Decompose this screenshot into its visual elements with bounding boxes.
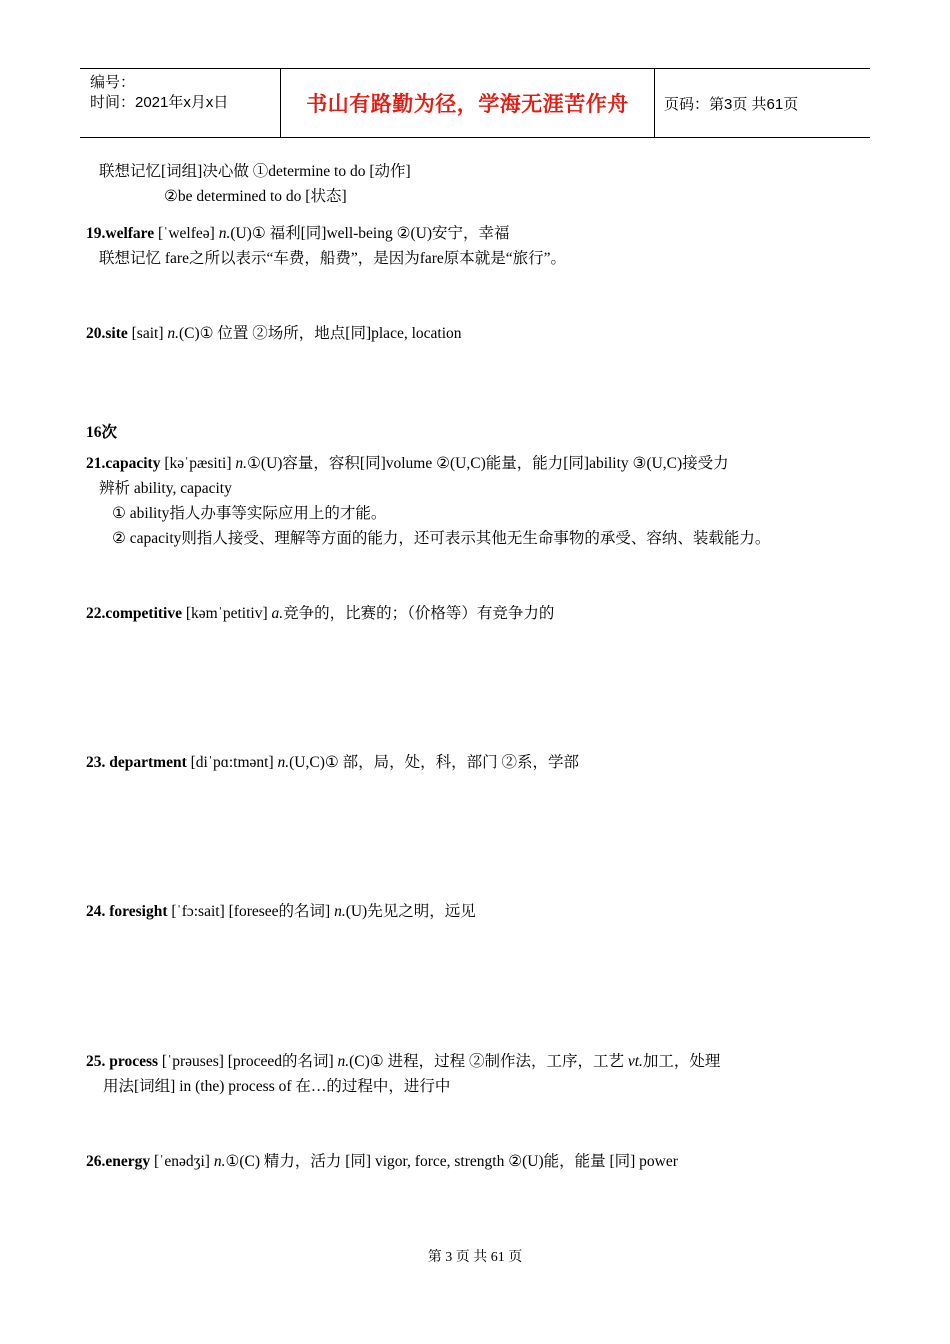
entry-21-pos: n. [235,455,248,472]
entry-21-headword: 21.capacity [86,455,161,472]
entry-21-note-2: ② capacity则指人接受、理解等方面的能力，还可表示其他无生命事物的承受、容纳、装载能力。 [112,530,771,547]
entry-24-meaning: (U)先见之明，远见 [345,903,476,920]
entry-26-headword: 26.energy [86,1153,151,1170]
entry-25-headword: 25. process [86,1053,159,1070]
entry-21-note-1: ① ability指人办事等实际应用上的才能。 [112,505,387,522]
header-motto-cell [281,69,655,137]
entry-23-meaning: (U,C)① 部，局，处，科，部门 ②系，学部 [289,754,580,771]
entry-25-meaning-2: 加工，处理 [642,1053,721,1070]
number-label: 编号： [90,74,136,91]
entry-25-meaning: (C)① 进程，过程 ②制作法，工序，工艺 [349,1053,628,1070]
entry-19-pos: n. [218,225,231,242]
entry-21-meaning: ①(U)容量，容积[同]volume ②(U,C)能量，能力[同]ability ③(U,C)接受力 [247,455,729,472]
entry-20 [86,324,462,344]
entry-21-phonetic: [kəˈpæsiti] [160,455,236,472]
entry-25-pos: n. [337,1053,350,1070]
header-table [80,68,870,138]
section-heading: 16次 [86,424,118,441]
entry-25 [86,1052,720,1072]
entry-23-phonetic: [diˈpɑ:tmənt] [186,754,278,771]
entry-22 [86,604,554,624]
time-label: 时间：2021年x月x日 [90,94,229,111]
page-footer: 第 3 页 共 61 页 [427,1250,523,1265]
entry-19-phonetic: [ˈwelfeə] [154,225,219,242]
determine-memory-line-2: ②be determined to do [状态] [164,188,347,205]
entry-23-headword: 23. department [86,754,187,771]
entry-26-pos: n. [213,1153,226,1170]
entry-22-pos: a. [271,605,284,622]
entry-26 [86,1152,678,1172]
entry-26-meaning: ①(C) 精力，活力 [同] vigor, force, strength ②(U)能，能量 [同] power [225,1153,678,1170]
entry-22-meaning: 竞争的，比赛的；（价格等）有竞争力的 [283,605,555,622]
determine-memory-line: 联想记忆[词组]决心做 ①determine to do [动作] [99,163,411,180]
entry-19-note: 联想记忆 fare之所以表示“车费，船费”，是因为fare原本就是“旅行”。 [99,250,567,267]
entry-23 [86,753,579,773]
entry-26-phonetic: [ˈenədʒi] [150,1153,214,1170]
entry-24-pos: n. [334,903,346,920]
entry-24-phonetic: [ˈfɔ:sait] [foresee的名词] [167,903,335,920]
entry-19-meaning: (U)① 福利[同]well-being ②(U)安宁，幸福 [230,225,510,242]
entry-22-headword: 22.competitive [86,605,182,622]
entry-21 [86,454,729,474]
entry-25-phonetic: [ˈprəuses] [proceed的名词] [158,1053,338,1070]
entry-19-headword: 19.welfare [86,225,155,242]
entry-22-phonetic: [kəmˈpetitiv] [181,605,272,622]
page-info: 页码：第3页 共61页 [664,95,799,113]
entry-21-distinction: 辨析 ability, capacity [99,480,232,497]
entry-20-pos: n. [167,325,179,342]
entry-20-headword: 20.site [86,325,128,342]
entry-23-pos: n. [277,754,290,771]
header-meta-cell [80,69,281,137]
entry-20-meaning: (C)① 位置 ②场所，地点[同]place, location [179,325,462,342]
entry-25-pos-2: vt. [627,1053,643,1070]
motto: 书山有路勤为径，学海无涯苦作舟 [306,92,629,116]
entry-24 [86,902,476,922]
entry-25-usage: 用法[词组] in (the) process of 在…的过程中，进行中 [103,1078,451,1095]
entry-20-phonetic: [sait] [127,325,168,342]
entry-19 [86,224,510,244]
entry-24-headword: 24. foresight [86,903,168,920]
